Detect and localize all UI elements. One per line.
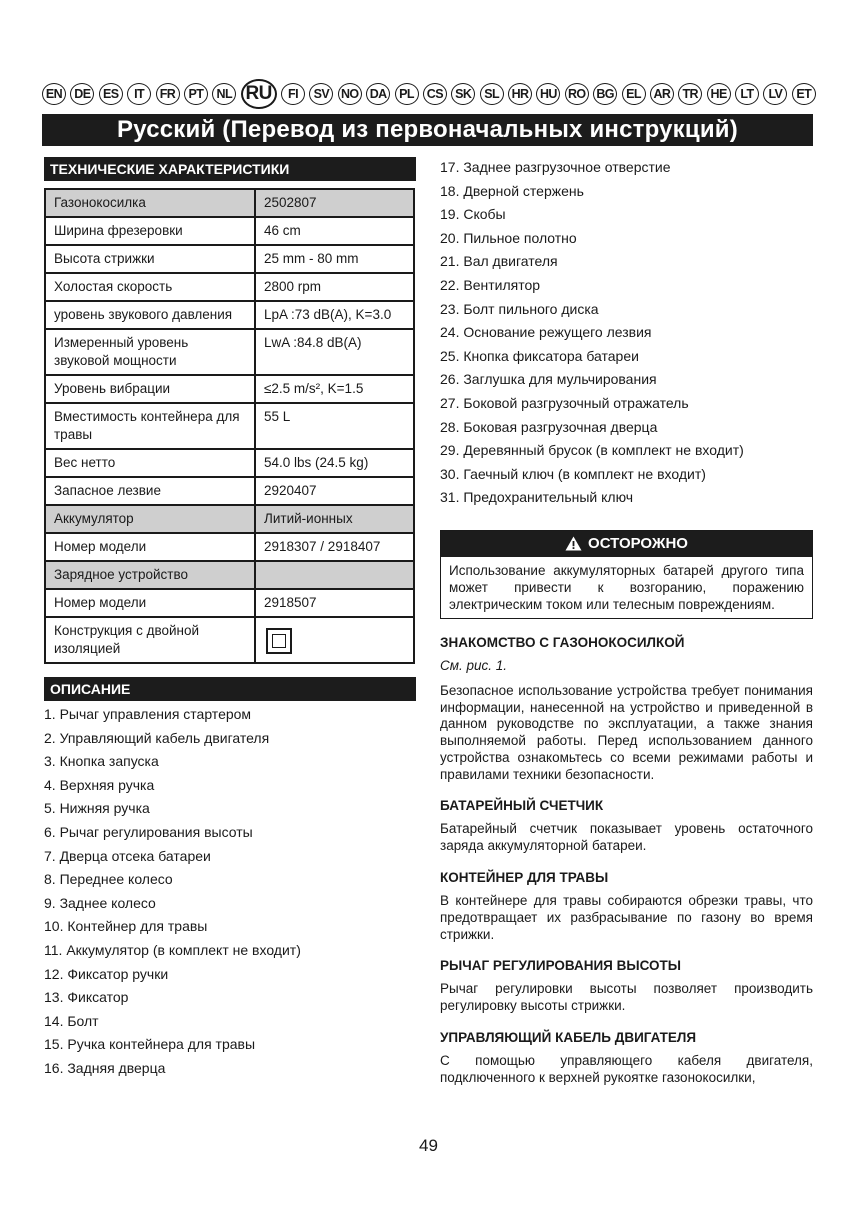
list-item: 23. Болт пильного диска — [440, 300, 599, 317]
battery-text: Батарейный счетчик показывает уровень остаточного заряда аккумуляторной батареи. — [440, 821, 813, 854]
spec-row — [45, 449, 414, 477]
language-sk: SK — [451, 83, 475, 105]
spec-label: Высота стрижки — [45, 245, 255, 273]
spec-label: уровень звукового давления — [45, 301, 255, 329]
spec-row — [45, 189, 414, 217]
spec-value: 25 mm - 80 mm — [255, 245, 414, 273]
spec-label: Вес нетто — [45, 449, 255, 477]
language-fr: FR — [156, 83, 180, 105]
language-tr: TR — [678, 83, 702, 105]
list-item: 10. Контейнер для травы — [44, 918, 208, 935]
list-item: 3. Кнопка запуска — [44, 753, 159, 770]
spec-value: 46 cm — [255, 217, 414, 245]
list-item: 16. Задняя дверца — [44, 1059, 166, 1076]
list-item: 4. Верхняя ручка — [44, 776, 155, 793]
spec-label: Измеренный уровень звуковой мощности — [45, 329, 255, 375]
list-item: 14. Болт — [44, 1012, 99, 1029]
page-title: Русский (Перевод из первоначальных инструкций) — [42, 114, 813, 146]
list-item: 18. Дверной стержень — [440, 182, 584, 199]
spec-label: Ширина фрезеровки — [45, 217, 255, 245]
spec-label: Запасное лезвие — [45, 477, 255, 505]
cable-heading: УПРАВЛЯЮЩИЙ КАБЕЛЬ ДВИГАТЕЛЯ — [440, 1030, 697, 1046]
warning-header — [441, 531, 812, 557]
intro-heading: ЗНАКОМСТВО С ГАЗОНОКОСИЛКОЙ — [440, 634, 685, 650]
bag-text: В контейнере для травы собираются обрезки травы, что предотвращает их разбрасывание по газону во время стрижки. — [440, 893, 813, 942]
language-es: ES — [99, 83, 123, 105]
list-item: 25. Кнопка фиксатора батареи — [440, 347, 639, 364]
list-item: 9. Заднее колесо — [44, 894, 156, 911]
spec-value: 2918507 — [255, 589, 414, 617]
spec-value: 2800 rpm — [255, 273, 414, 301]
language-en: EN — [42, 83, 66, 105]
spec-value — [255, 617, 414, 663]
warning-text: Использование аккумуляторных батарей другого типа может привести к возгоранию, поражению электрическим током или телесным повреждениям. — [449, 562, 804, 612]
spec-row — [45, 617, 414, 663]
spec-label: Зарядное устройство — [45, 561, 255, 589]
list-item: 12. Фиксатор ручки — [44, 965, 169, 982]
spec-label: Номер модели — [45, 533, 255, 561]
spec-row — [45, 477, 414, 505]
language-da: DA — [366, 83, 390, 105]
spec-row — [45, 329, 414, 375]
spec-value — [255, 561, 414, 589]
spec-row — [45, 403, 414, 449]
language-ru: RU — [241, 79, 277, 109]
language-el: EL — [622, 83, 646, 105]
spec-row — [45, 375, 414, 403]
list-item: 19. Скобы — [440, 206, 506, 223]
spec-label: Уровень вибрации — [45, 375, 255, 403]
list-item: 7. Дверца отсека батареи — [44, 847, 211, 864]
spec-value: Литий-ионных — [255, 505, 414, 533]
spec-value: 54.0 lbs (24.5 kg) — [255, 449, 414, 477]
language-cs: CS — [423, 83, 447, 105]
spec-label: Аккумулятор — [45, 505, 255, 533]
list-item: 24. Основание режущего лезвия — [440, 324, 652, 341]
language-nl: NL — [212, 83, 236, 105]
list-item: 29. Деревянный брусок (в комплект не входит) — [440, 442, 744, 459]
language-pl: PL — [395, 83, 419, 105]
list-item: 30. Гаечный ключ (в комплект не входит) — [440, 465, 706, 482]
spec-value: LwA :84.8 dB(A) — [255, 329, 414, 375]
spec-row — [45, 561, 414, 589]
double-insulation-icon — [266, 628, 292, 654]
list-item: 17. Заднее разгрузочное отверстие — [440, 159, 671, 175]
language-lt: LT — [735, 83, 759, 105]
specs-table — [44, 188, 415, 664]
language-he: HE — [707, 83, 731, 105]
language-et: ET — [792, 83, 816, 105]
intro-figure-ref: См. рис. 1. — [440, 657, 508, 673]
list-item: 22. Вентилятор — [440, 276, 541, 293]
list-item: 5. Нижняя ручка — [44, 800, 150, 817]
page-number: 49 — [419, 1136, 438, 1155]
spec-value: 2920407 — [255, 477, 414, 505]
parts-list-right — [440, 156, 813, 510]
spec-value: 2502807 — [255, 189, 414, 217]
list-item: 31. Предохранительный ключ — [440, 489, 634, 506]
language-no: NO — [338, 83, 362, 105]
spec-label: Вместимость контейнера для травы — [45, 403, 255, 449]
list-item: 20. Пильное полотно — [440, 229, 577, 246]
language-sl: SL — [480, 83, 504, 105]
description-heading: ОПИСАНИЕ — [44, 677, 416, 701]
language-fi: FI — [281, 83, 305, 105]
list-item: 27. Боковой разгрузочный отражатель — [440, 394, 689, 411]
spec-value: 55 L — [255, 403, 414, 449]
right-column — [440, 157, 813, 1087]
spec-label: Холостая скорость — [45, 273, 255, 301]
height-text: Рычаг регулировки высоты позволяет производить регулировку высоты стрижки. — [440, 981, 813, 1014]
list-item: 28. Боковая разгрузочная дверца — [440, 418, 658, 435]
language-sv: SV — [309, 83, 333, 105]
height-heading: РЫЧАГ РЕГУЛИРОВАНИЯ ВЫСОТЫ — [440, 958, 681, 974]
language-bg: BG — [593, 83, 617, 105]
list-item: 15. Ручка контейнера для травы — [44, 1036, 256, 1053]
left-column — [44, 157, 416, 1081]
battery-heading: БАТАРЕЙНЫЙ СЧЕТЧИК — [440, 798, 604, 814]
language-de: DE — [70, 83, 94, 105]
bag-heading: КОНТЕЙНЕР ДЛЯ ТРАВЫ — [440, 870, 609, 886]
list-item: 2. Управляющий кабель двигателя — [44, 729, 270, 746]
list-item: 1. Рычаг управления стартером — [44, 706, 252, 722]
cable-text: С помощью управляющего кабеля двигателя, подключенного к верхней рукоятке газонокосилки, — [440, 1053, 813, 1085]
spec-label: Газонокосилка — [45, 189, 255, 217]
intro-text: Безопасное использование устройства требует понимания информации, нанесенной на устройство и приведенной в данном руководстве по эксплуатации, а также знания выполняемой работы. Перед использованием данного устройства ознакомьтесь со всеми режимами работы и правилами техники безопасности. — [440, 682, 813, 782]
warning-triangle-icon — [565, 536, 582, 551]
warning-title: ОСТОРОЖНО — [588, 535, 688, 553]
language-ar: AR — [650, 83, 674, 105]
spec-row — [45, 589, 414, 617]
spec-label: Номер модели — [45, 589, 255, 617]
parts-list-left — [44, 703, 416, 1081]
language-ro: RO — [565, 83, 589, 105]
spec-row — [45, 533, 414, 561]
language-hu: HU — [536, 83, 560, 105]
spec-label: Конструкция с двойной изоляцией — [45, 617, 255, 663]
spec-row — [45, 217, 414, 245]
language-hr: HR — [508, 83, 532, 105]
language-lv: LV — [763, 83, 787, 105]
spec-row — [45, 505, 414, 533]
spec-row — [45, 273, 414, 301]
list-item: 6. Рычаг регулирования высоты — [44, 823, 253, 840]
language-pt: PT — [184, 83, 208, 105]
spec-value: 2918307 / 2918407 — [255, 533, 414, 561]
spec-value: LpA :73 dB(A), K=3.0 — [255, 301, 414, 329]
language-selector — [42, 80, 816, 108]
spec-value: ≤2.5 m/s², K=1.5 — [255, 375, 414, 403]
spec-row — [45, 301, 414, 329]
list-item: 11. Аккумулятор (в комплект не входит) — [44, 941, 301, 958]
spec-row — [45, 245, 414, 273]
list-item: 26. Заглушка для мульчирования — [440, 371, 657, 388]
list-item: 21. Вал двигателя — [440, 253, 558, 270]
list-item: 13. Фиксатор — [44, 989, 129, 1006]
language-it: IT — [127, 83, 151, 105]
specs-heading: ТЕХНИЧЕСКИЕ ХАРАКТЕРИСТИКИ — [44, 157, 416, 181]
warning-box — [440, 530, 813, 619]
list-item: 8. Переднее колесо — [44, 871, 173, 888]
